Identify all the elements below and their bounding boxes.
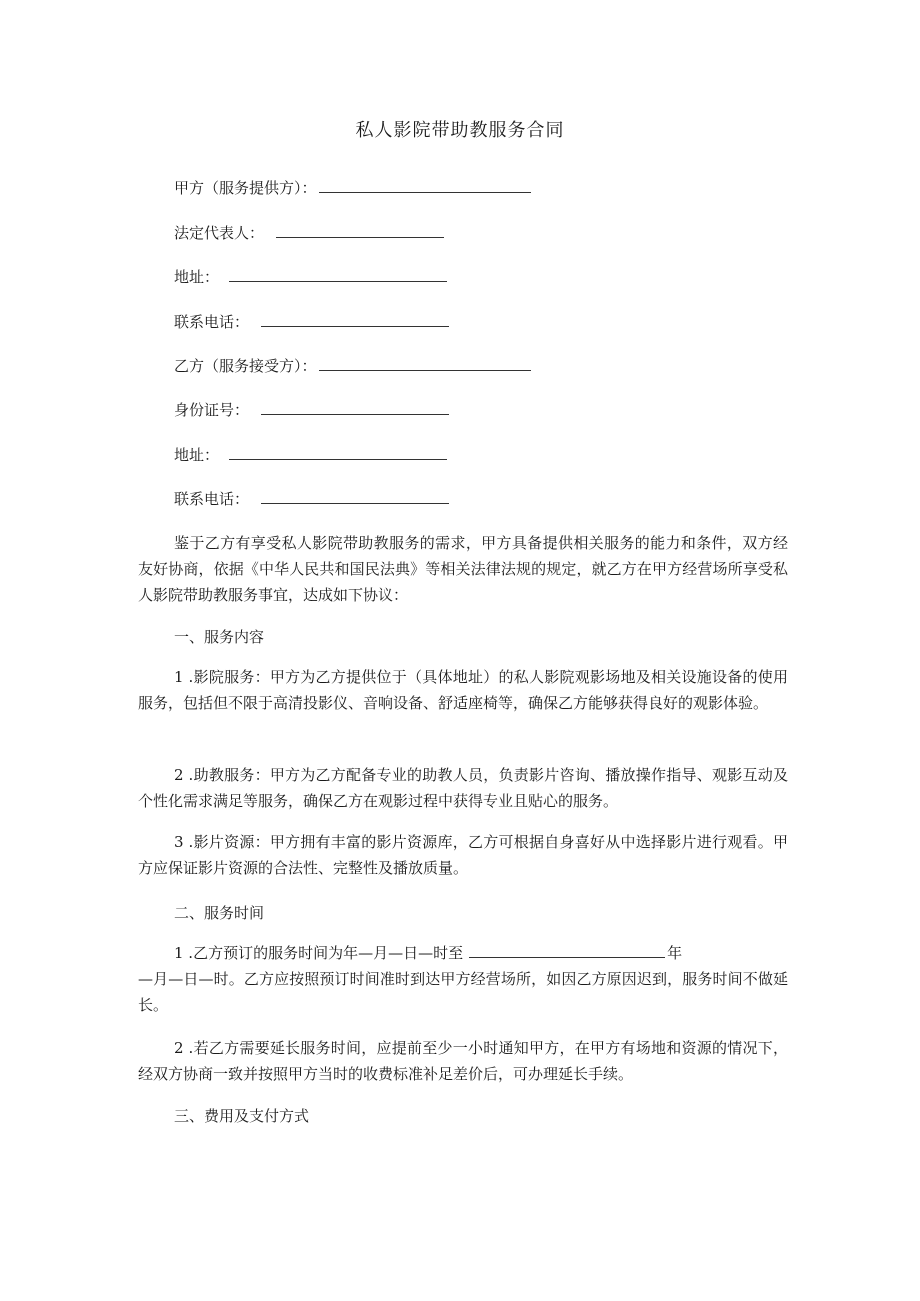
section-2-item-2: 2 .若乙方需要延长服务时间，应提前至少一小时通知甲方，在甲方有场地和资源的情况下，经双方协商一致并按照甲方当时的收费标准补足差价后，可办理延长手续。 bbox=[138, 1039, 788, 1083]
section-3-heading: 三、费用及支付方式 bbox=[174, 1107, 310, 1125]
section-2-item-1-start: 1 .乙方预订的服务时间为年—月—日—时至 bbox=[174, 944, 464, 962]
party-b-address-blank[interactable] bbox=[229, 445, 447, 460]
id-number-label: 身份证号： bbox=[174, 401, 250, 419]
section-2-heading: 二、服务时间 bbox=[174, 904, 265, 922]
section-1-item-3: 3 .影片资源：甲方拥有丰富的影片资源库，乙方可根据自身喜好从中选择影片进行观看。甲方应保证影片资源的合法性、完整性及播放质量。 bbox=[138, 833, 788, 877]
party-a-address-field bbox=[174, 267, 447, 287]
party-b-address-field bbox=[174, 445, 447, 465]
id-number-blank[interactable] bbox=[261, 400, 449, 415]
party-a-field bbox=[174, 178, 531, 198]
party-a-address-label: 地址： bbox=[174, 268, 220, 286]
section-2-item-1-year: 年 bbox=[667, 944, 683, 962]
party-b-blank[interactable] bbox=[319, 356, 531, 371]
id-number-field bbox=[174, 400, 449, 420]
party-a-phone-label: 联系电话： bbox=[174, 313, 250, 331]
section-1-heading: 一、服务内容 bbox=[174, 628, 265, 646]
document-title: 私人影院带助教服务合同 bbox=[355, 120, 565, 141]
legal-rep-label: 法定代表人： bbox=[174, 224, 265, 242]
party-b-address-label: 地址： bbox=[174, 446, 220, 464]
section-1-item-1: 1 .影院服务：甲方为乙方提供位于（具体地址）的私人影院观影场地及相关设施设备的使用服务，包括但不限于高清投影仪、音响设备、舒适座椅等，确保乙方能够获得良好的观影体验。 bbox=[138, 668, 788, 712]
party-b-phone-blank[interactable] bbox=[261, 489, 449, 504]
party-a-label: 甲方（服务提供方）： bbox=[174, 179, 317, 197]
legal-rep-field bbox=[174, 223, 444, 243]
party-a-blank[interactable] bbox=[319, 178, 531, 193]
party-a-address-blank[interactable] bbox=[229, 267, 447, 282]
legal-rep-blank[interactable] bbox=[276, 223, 444, 238]
section-2-item-1 bbox=[138, 940, 788, 966]
party-b-label: 乙方（服务接受方）： bbox=[174, 357, 317, 375]
section-2-item-1-continued: —月—日—时。乙方应按照预订时间准时到达甲方经营场所，如因乙方原因迟到，服务时间不做延长。 bbox=[138, 970, 788, 1014]
preamble-paragraph: 鉴于乙方有享受私人影院带助教服务的需求，甲方具备提供相关服务的能力和条件，双方经友好协商，依据《中华人民共和国民法典》等相关法律法规的规定，就乙方在甲方经营场所享受私人影院带助教服务事宜，达成如下协议： bbox=[138, 534, 788, 604]
party-b-phone-label: 联系电话： bbox=[174, 490, 250, 508]
section-1-item-2: 2 .助教服务：甲方为乙方配备专业的助教人员，负责影片咨询、播放操作指导、观影互动及个性化需求满足等服务，确保乙方在观影过程中获得专业且贴心的服务。 bbox=[138, 766, 788, 810]
party-a-phone-field bbox=[174, 312, 449, 332]
party-b-phone-field bbox=[174, 489, 449, 509]
party-a-phone-blank[interactable] bbox=[261, 312, 449, 327]
party-b-field bbox=[174, 356, 531, 376]
service-end-time-blank[interactable] bbox=[469, 943, 665, 958]
